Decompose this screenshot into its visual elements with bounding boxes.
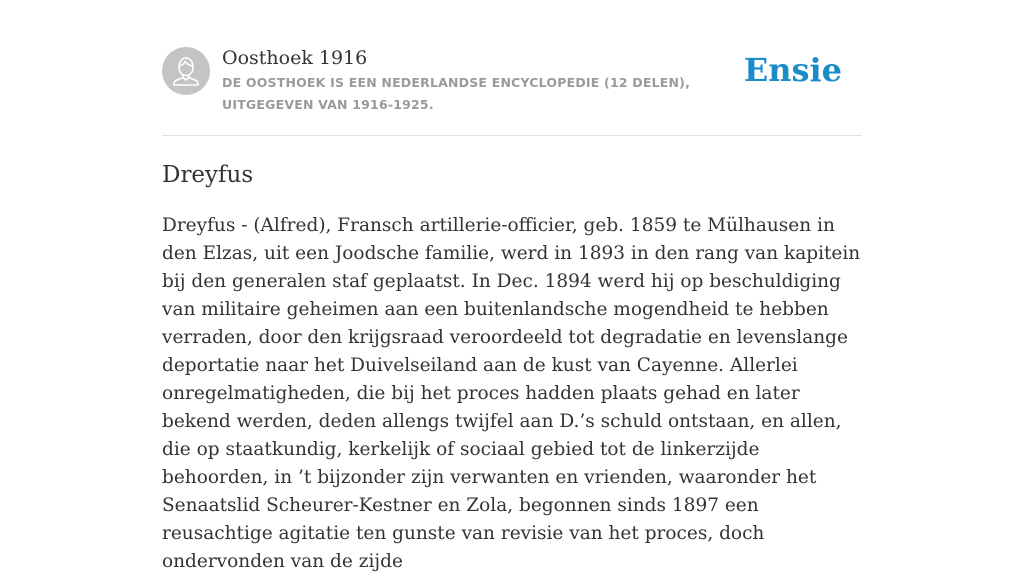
ensie-logo[interactable]: Ensie xyxy=(743,51,842,89)
source-avatar[interactable] xyxy=(162,47,210,95)
user-icon xyxy=(162,47,210,95)
article-body: Dreyfus - (Alfred), Fransch artillerie-officier, geb. 1859 te Mülhausen in den Elzas, uit een Joodsche familie, werd in 1893 in den rang van kapitein bij den generalen staf geplaatst. In Dec. 1894 werd hij op beschuldiging van militaire geheimen aan een buitenlandsche mogendheid te hebben verraden, door den krijgsraad veroordeeld tot degradatie en levenslange deportatie naar het Duivelseiland aan de kust van Cayenne. Allerlei onregelmatigheden, die bij het proces hadden plaats gehad en later bekend werden, deden allengs twijfel aan D.’s schuld ontstaan, en allen, die op staatkundig, kerkelijk of sociaal gebied tot de linkerzijde behoorden, in ’t bijzonder zijn verwanten en vrienden, waaronder het Senaatslid Scheurer-Kestner en Zola, begonnen sinds 1897 een reusachtige agitatie ten gunste van revisie van het proces, doch ondervonden van de zijde xyxy=(162,215,861,572)
article-title: Dreyfus xyxy=(162,162,254,188)
source-description: DE OOSTHOEK IS EEN NEDERLANDSE ENCYCLOPEDIE (12 DELEN), UITGEGEVEN VAN 1916-1925. xyxy=(222,75,691,112)
source-header xyxy=(162,46,862,136)
header-divider xyxy=(162,135,862,136)
source-title[interactable]: Oosthoek 1916 xyxy=(222,47,368,69)
